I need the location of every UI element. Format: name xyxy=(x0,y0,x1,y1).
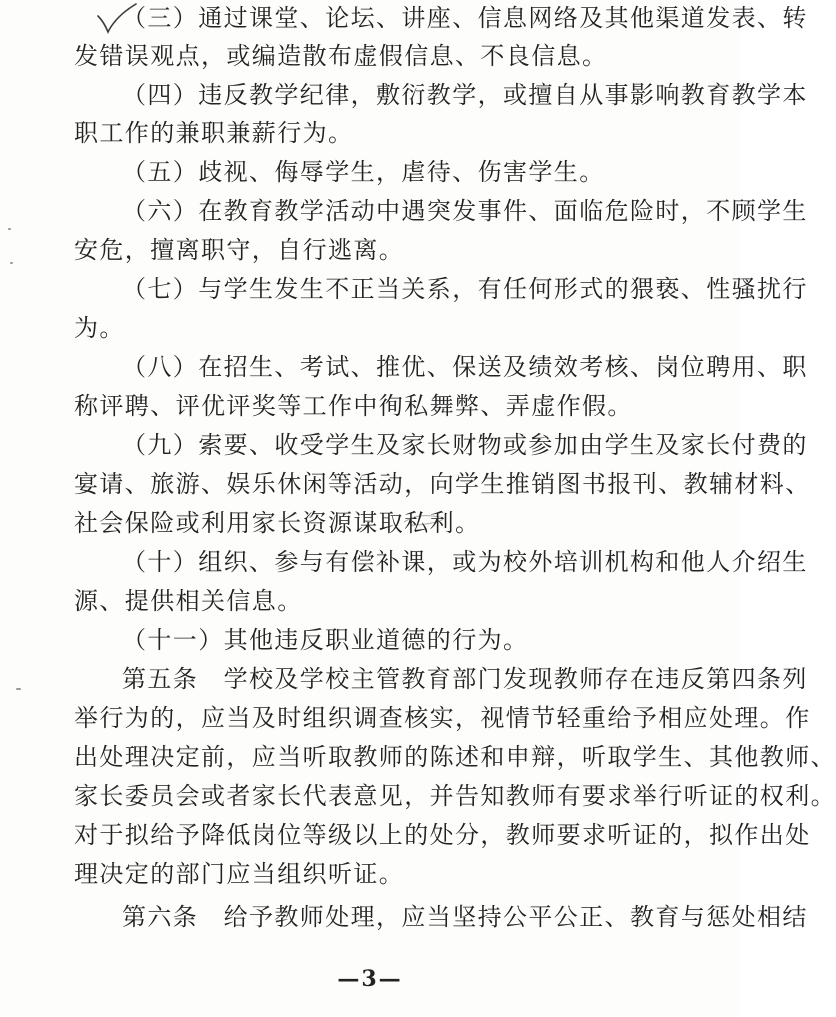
text-line: （十）组织、参与有偿补课，或为校外培训机构和他人介绍生 xyxy=(122,548,808,576)
text-line: 第五条 学校及学校主管教育部门发现教师存在违反第四条列 xyxy=(122,665,808,693)
text-line: （三）通过课堂、论坛、讲座、信息网络及其他渠道发表、转 xyxy=(122,4,808,32)
text-line: （六）在教育教学活动中遇突发事件、面临危险时，不顾学生 xyxy=(122,197,808,225)
text-line: （七）与学生发生不正当关系，有任何形式的猥亵、性骚扰行 xyxy=(122,275,808,303)
text-line: （十一）其他违反职业道德的行为。 xyxy=(122,626,529,654)
text-line: 宴请、旅游、娱乐休闲等活动，向学生推销图书报刊、教辅材料、 xyxy=(74,470,811,498)
text-line: （五）歧视、侮辱学生，虐待、伤害学生。 xyxy=(122,158,605,186)
text-line: 称评聘、评优评奖等工作中徇私舞弊、弄虚作假。 xyxy=(74,392,633,420)
text-line: 家长委员会或者家长代表意见，并告知教师有要求举行听证的权利。 xyxy=(74,782,836,810)
text-line: （四）违反教学纪律，敷衍教学，或擅自从事影响教育教学本 xyxy=(122,81,808,109)
text-line: 职工作的兼职兼薪行为。 xyxy=(74,119,354,147)
text-line: 发错误观点，或编造散布虚假信息、不良信息。 xyxy=(74,42,608,70)
scan-speck xyxy=(8,228,11,230)
scan-speck xyxy=(16,688,21,690)
text-line: 举行为的，应当及时组织调查核实，视情节轻重给予相应处理。作 xyxy=(74,704,811,732)
text-line: 安危，擅离职守，自行逃离。 xyxy=(74,236,405,264)
text-line: （八）在招生、考试、推优、保送及绩效考核、岗位聘用、职 xyxy=(122,353,808,381)
text-line: 出处理决定前，应当听取教师的陈述和申辩，听取学生、其他教师、 xyxy=(74,743,836,771)
scan-speck xyxy=(10,262,13,264)
text-line: 为。 xyxy=(74,314,125,342)
text-line: 源、提供相关信息。 xyxy=(74,587,303,615)
text-line: 社会保险或利用家长资源谋取私利。 xyxy=(74,509,481,537)
text-line: 第六条 给予教师处理，应当坚持公平公正、教育与惩处相结 xyxy=(122,903,808,931)
page-number: —3— xyxy=(337,966,403,992)
text-line: 对于拟给予降低岗位等级以上的处分，教师要求听证的，拟作出处 xyxy=(74,821,811,849)
text-line: 理决定的部门应当组织听证。 xyxy=(74,860,405,888)
text-line: （九）索要、收受学生及家长财物或参加由学生及家长付费的 xyxy=(122,431,808,459)
